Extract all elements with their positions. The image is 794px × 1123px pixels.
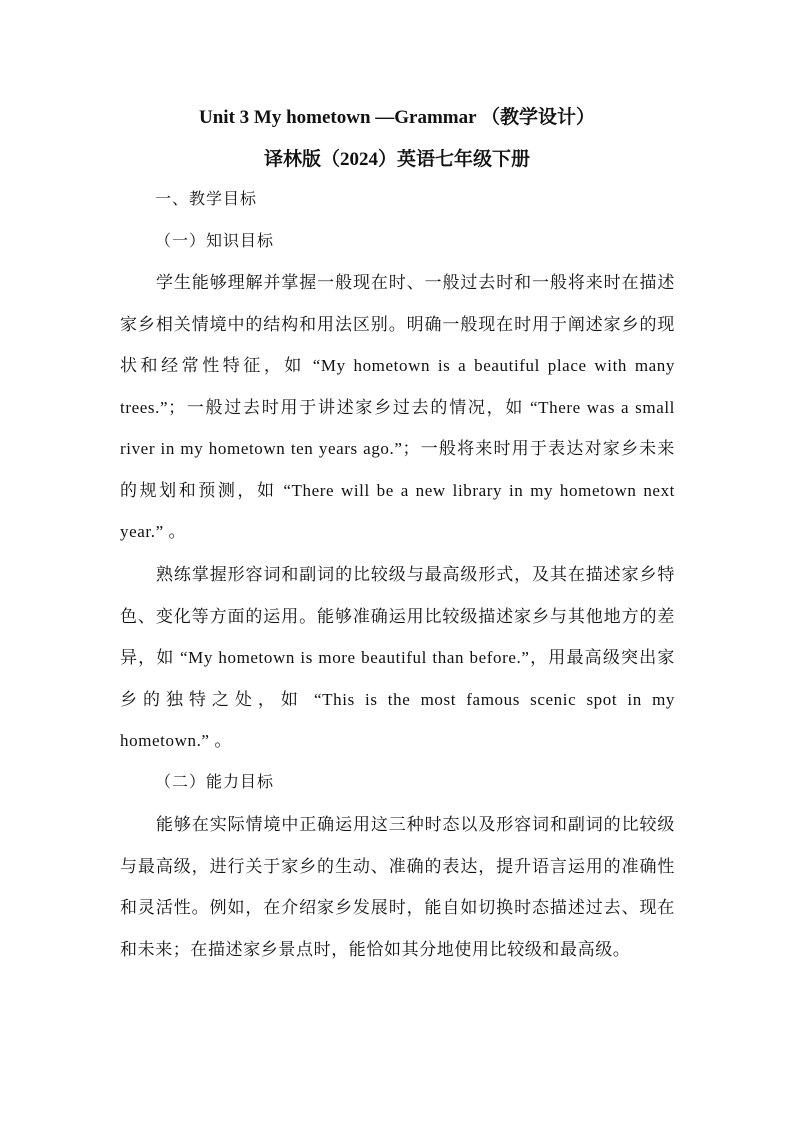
- document-title: Unit 3 My hometown —Grammar （教学设计）: [199, 107, 595, 128]
- section-heading-teaching-goals: 一、教学目标: [155, 191, 258, 208]
- paragraph-comparatives: 熟练掌握形容词和副词的比较级与最高级形式，及其在描述家乡特色、变化等方面的运用。能够准确运用比较级描述家乡与其他地方的差异，如 “My hometown is more beautiful than before.”，用最高级突出家乡的独特之处，如 “This is the most famous scenic spot in my hometown.” 。: [120, 565, 675, 750]
- paragraph-tenses: 学生能够理解并掌握一般现在时、一般过去时和一般将来时在描述家乡相关情境中的结构和用法区别。明确一般现在时用于阐述家乡的现状和经常性特征，如 “My hometown is a beautiful place with many trees.”；一般过去时用于讲述家乡过去的情况，如 “There was a small river in my hometown ten years ago.”；一般将来时用于表达对家乡未来的规划和预测，如 “There will be a new library in my hometown next year.” 。: [120, 273, 675, 541]
- document-subtitle: 译林版（2024）英语七年级下册: [263, 149, 530, 170]
- paragraph-ability: 能够在实际情境中正确运用这三种时态以及形容词和副词的比较级与最高级，进行关于家乡的生动、准确的表达，提升语言运用的准确性和灵活性。例如，在介绍家乡发展时，能自如切换时态描述过去、现在和未来；在描述家乡景点时，能恰如其分地使用比较级和最高级。: [120, 815, 675, 959]
- subsection-heading-knowledge-goals: （一）知识目标: [155, 233, 275, 250]
- subsection-heading-ability-goals: （二）能力目标: [155, 774, 275, 791]
